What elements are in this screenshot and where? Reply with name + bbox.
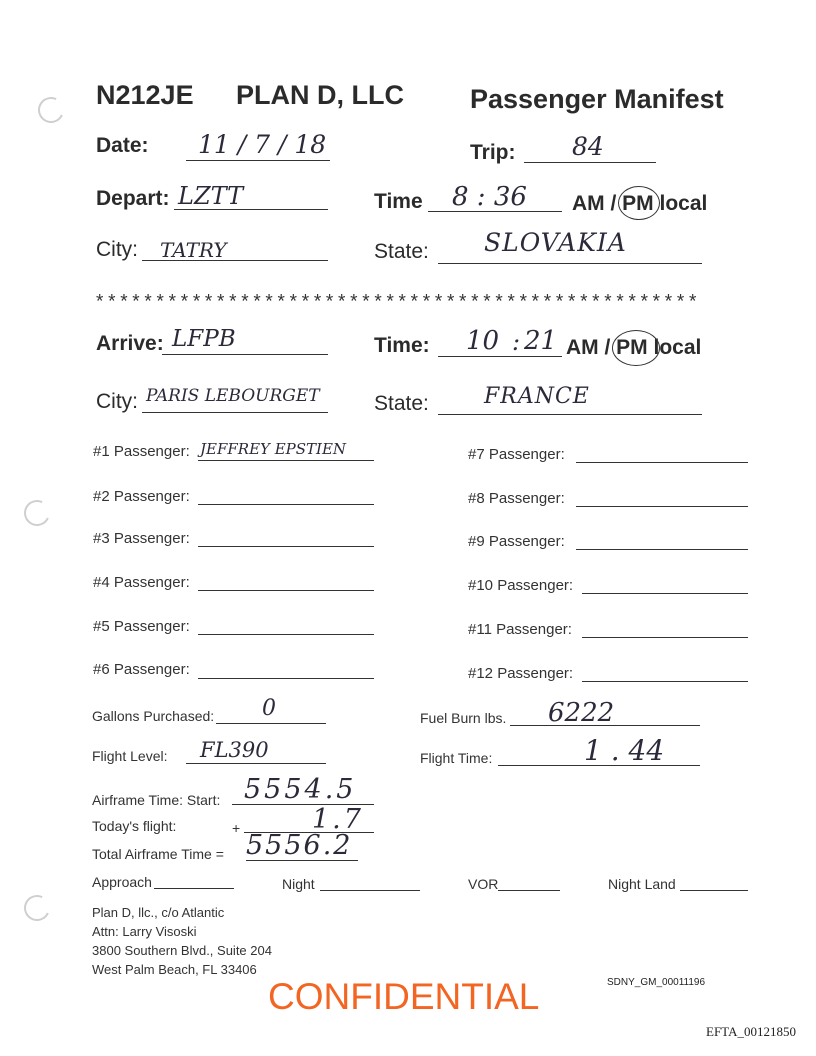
flight-level-label: Flight Level: [92, 748, 168, 764]
passenger-5-label: #5 Passenger: [93, 618, 190, 635]
passenger-7-label: #7 Passenger: [468, 446, 565, 463]
flight-level-value: FL390 [200, 738, 269, 762]
trip-label: Trip: [470, 141, 516, 164]
tail-number: N212JE [96, 80, 194, 110]
fuel-burn-label: Fuel Burn lbs. [420, 710, 507, 726]
night-label: Night [282, 876, 315, 892]
trip-value: 84 [572, 132, 604, 161]
passenger-10-label: #10 Passenger: [468, 577, 574, 594]
depart-label: Depart: [96, 187, 170, 210]
city1-value: TATRY [160, 238, 227, 262]
airframe-start-label: Airframe Time: Start: [92, 792, 221, 808]
confidential-stamp: CONFIDENTIAL [268, 976, 540, 1017]
vor-label: VOR [468, 876, 499, 892]
arrive-time-hour: 10 [466, 326, 500, 356]
passenger-8-label: #8 Passenger: [468, 490, 565, 507]
passenger-9-label: #9 Passenger: [468, 533, 565, 550]
depart-value: LZTT [178, 182, 244, 210]
punch-hole [34, 93, 67, 126]
passenger-3-label: #3 Passenger: [93, 530, 190, 547]
city2-label: City: [96, 390, 138, 413]
total-airframe-label: Total Airframe Time = [92, 846, 224, 862]
today-flight-value: 1.7 [312, 804, 364, 835]
city2-value: PARIS LEBOURGET [146, 386, 320, 406]
today-flight-plus: + [232, 820, 241, 836]
depart-ampm: AM / PM local [572, 192, 708, 215]
night-land-label: Night Land [608, 876, 676, 892]
fuel-burn-value: 6222 [548, 698, 615, 728]
passenger-1-label: #1 Passenger: [93, 443, 190, 460]
state2-label: State: [374, 392, 429, 415]
approach-label: Approach [92, 874, 152, 890]
address-line: Plan D, llc., c/o Atlantic [92, 905, 225, 920]
company-name: PLAN D, LLC [236, 80, 404, 110]
separator: ************************************************** [94, 292, 700, 314]
total-airframe-value: 5556.2 [246, 830, 353, 861]
arrive-time-sep: : [512, 328, 521, 356]
state1-value: SLOVAKIA [484, 228, 627, 257]
punch-hole [20, 891, 53, 924]
address-block [92, 903, 272, 979]
passenger-6-label: #6 Passenger: [93, 661, 190, 678]
page-title: Passenger Manifest [470, 84, 724, 114]
address-line: Attn: Larry Visoski [92, 924, 197, 939]
arrive-ampm: AM / PM local [566, 336, 702, 359]
arrive-label: Arrive: [96, 332, 164, 355]
address-line: West Palm Beach, FL 33406 [92, 962, 257, 977]
passenger-1-value: JEFFREY EPSTIEN [200, 440, 347, 458]
passenger-12-label: #12 Passenger: [468, 665, 574, 682]
gallons-label: Gallons Purchased: [92, 708, 215, 724]
arrive-value: LFPB [172, 326, 236, 352]
arrive-time-min: 21 [524, 326, 558, 356]
address-line: 3800 Southern Blvd., Suite 204 [92, 943, 272, 958]
passenger-4-label: #4 Passenger: [93, 574, 190, 591]
passenger-2-label: #2 Passenger: [93, 488, 190, 505]
date-label: Date: [96, 134, 149, 157]
state2-value: FRANCE [484, 384, 590, 409]
airframe-start-value: 5554.5 [244, 774, 357, 805]
depart-time-label: Time [374, 190, 423, 213]
punch-hole [20, 496, 53, 529]
state1-label: State: [374, 240, 429, 263]
city1-label: City: [96, 238, 138, 261]
gallons-value: 0 [262, 696, 276, 721]
arrive-time-label: Time: [374, 334, 430, 357]
document-id: SDNY_GM_00011196 [607, 977, 706, 988]
flight-time-value: 1 . 44 [584, 734, 665, 767]
depart-time-value: 8 : 36 [452, 182, 527, 212]
date-value: 11 / 7 / 18 [198, 130, 327, 159]
flight-time-label: Flight Time: [420, 750, 493, 766]
bates-number: EFTA_00121850 [706, 1024, 796, 1039]
passenger-11-label: #11 Passenger: [468, 621, 572, 638]
today-flight-label: Today's flight: [92, 818, 177, 834]
